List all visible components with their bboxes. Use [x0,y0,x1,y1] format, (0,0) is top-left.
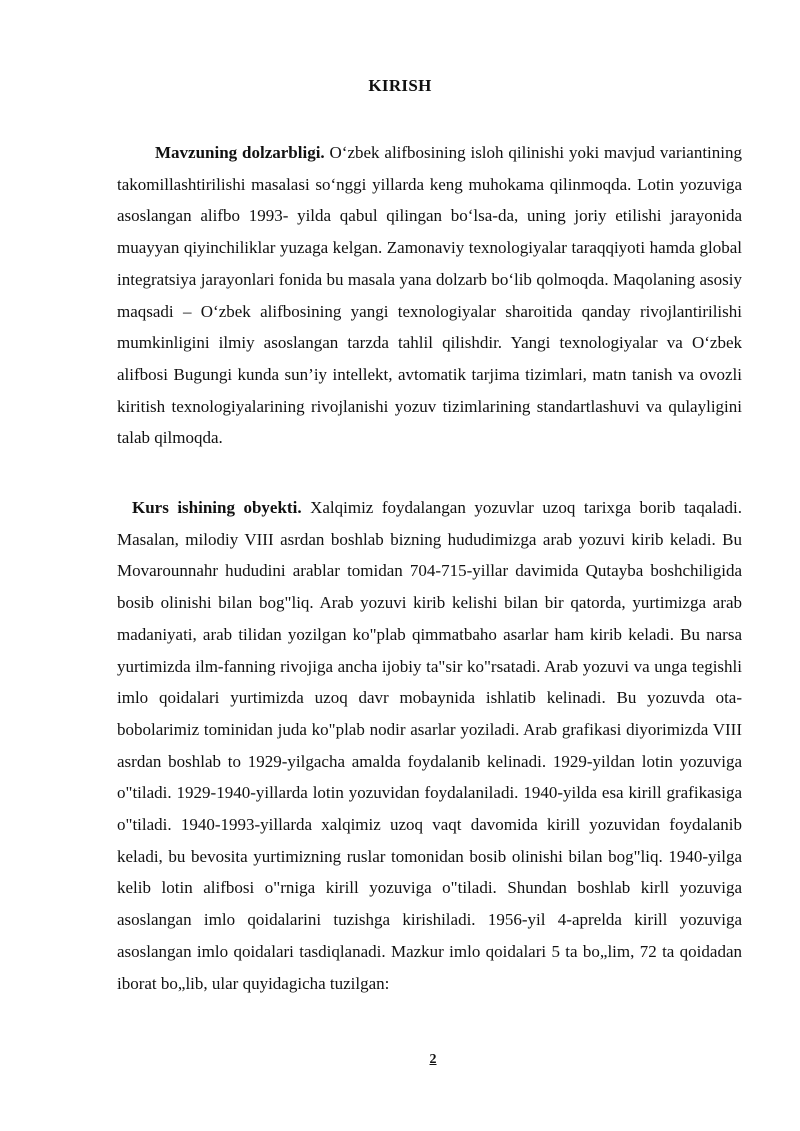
paragraph-text: O‘zbek alifbosining isloh qilinishi yoki mavjud variantining takomillashtirilishi masalasi so‘nggi yillarda keng muhokama qilinmoqda. Lotin yozuviga asoslangan alifbo 1993- yilda qabul qilingan bo‘lsa-da, uning joriy etilishi jarayonida muayyan qiyinchiliklar yuzaga kelgan. Zamonaviy texnologiyalar taraqqiyoti hamda global integratsiya jarayonlari fonida bu masala yana dolzarb bo‘lib qolmoqda. Maqolaning asosiy maqsadi – O‘zbek alifbosining yangi texnologiyalar sharoitida qanday rivojlantirilishi mumkinligini ilmiy asoslangan tarzda tahlil qilishdir. Yangi texnologiyalar va O‘zbek alifbosi Bugungi kunda sun’iy intellekt, avtomatik tarjima tizimlari, matn tanish va ovozli kiritish texnologiyalarining rivojlanishi yozuv tizimlarining standartlashuvi va qulayligini talab qilmoqda. [117,143,743,448]
paragraph-object [117,492,742,999]
paragraph-text: Xalqimiz foydalangan yozuvlar uzoq tarixga borib taqaladi. Masalan, milodiy VIII asrdan boshlab bizning hududimizga arab yozuvi kirib keladi. Bu Movarounnahr hududini arablar tomidan 704-715-yillar davimida Qutayba boshchiligida bosib olinishi bilan bog"liq. Arab yozuvi kirib kelishi bilan bir qatorda, yurtimizga arab madaniyati, arab tilidan yozilgan ko"plab qimmatbaho asarlar ham kirib keladi. Bu narsa yurtimizda ilm-fanning rivojiga ancha ijobiy ta"sir ko"rsatadi. Arab yozuvi va unga tegishli imlo qoidalari yurtimizda uzoq davr mobaynida ishlatib kelinadi. Bu yozuvda ota-bobolarimiz tominidan juda ko"plab nodir asarlar yoziladi. Arab grafikasi diyorimizda VIII asrdan boshlab to 1929-yilgacha amalda foydalanib kelinadi. 1929-yildan lotin yozuviga o"tiladi. 1929-1940-yillarda lotin yozuvidan foydalaniladi. 1940-yilda esa kirill grafikasiga o"tiladi. 1940-1993-yillarda xalqimiz uzoq vaqt davomida kirill yozuvidan foydalanib keladi, bu bevosita yurtimizning ruslar tomonidan bosib olinishi bilan bog"liq. 1940-yilga kelib lotin alifbosi o"rniga kirill yozuviga o"tiladi. Shundan boshlab kirll yozuviga asoslangan imlo qoidalarini tuzishga kirishiladi. 1956-yil 4-aprelda kirill yozuviga asoslangan imlo qoidalari tasdiqlanadi. Mazkur imlo qoidalari 5 ta bo„lim, 72 ta qoidadan iborat bo„lib, ular quyidagicha tuzilgan: [117,498,742,993]
paragraph-lead: Mavzuning dolzarbligi. [155,143,325,162]
section-title: KIRISH [368,76,432,95]
paragraph-lead: Kurs ishining obyekti. [132,498,302,517]
page-number: 2 [429,1052,437,1067]
paragraph-relevance [117,137,742,454]
